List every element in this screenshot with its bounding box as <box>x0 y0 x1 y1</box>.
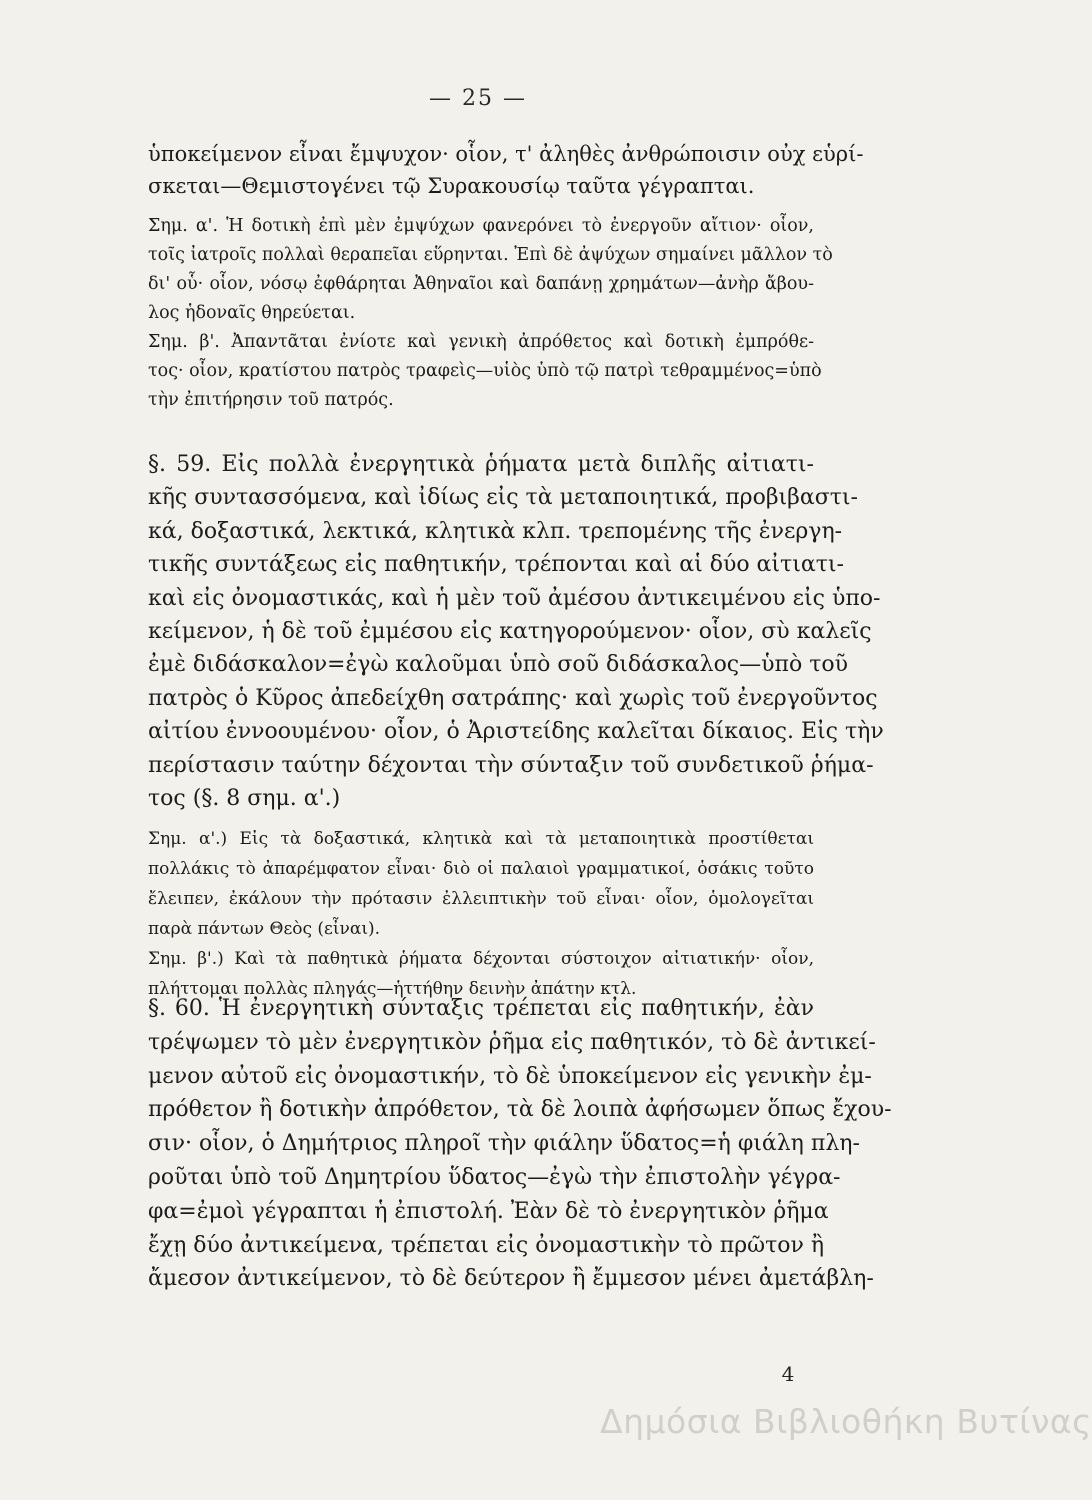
text-line: §. 60. Ἡ ἐνεργητικὴ σύνταξις τρέπεται εἰς παθητικήν, ἐὰν <box>148 996 814 1021</box>
note-line: Σημ. β'.) Καὶ τὰ παθητικὰ ῥήματα δέχονται σύστοιχον αἰτιατικήν· οἷον, <box>148 949 814 969</box>
text-line: πατρὸς ὁ Κῦρος ἀπεδείχθη σατράπης· καὶ χωρὶς τοῦ ἐνεργοῦντος <box>148 685 878 711</box>
text-line: κείμενον, ἡ δὲ τοῦ ἐμμέσου εἰς κατηγορούμενον· οἷον, σὺ καλεῖς <box>148 619 872 645</box>
note-line: Σημ. β'. Ἀπαντᾶται ἐνίοτε καὶ γενικὴ ἀπρόθετος καὶ δοτικὴ ἐμπρόθε- <box>148 332 814 352</box>
text-line: τος (§. 8 σημ. α'.) <box>148 786 341 812</box>
text-line: αἰτίου ἐννοουμένου· οἷον, ὁ Ἀριστείδης καλεῖται δίκαιος. Εἰς τὴν <box>148 719 884 745</box>
note-line: Σημ. α'.) Εἰς τὰ δοξαστικά, κλητικὰ καὶ τὰ μεταποιητικὰ προστίθεται <box>148 829 814 849</box>
library-watermark: Δημόσια Βιβλιοθήκη Βυτίνας <box>600 1402 1092 1441</box>
text-line: ἄμεσον ἀντικείμενον, τὸ δὲ δεύτερον ἢ ἔμμεσον μένει ἀμετάβλη- <box>148 1266 874 1292</box>
intro-paragraph <box>148 138 864 202</box>
note-line: τοῖς ἰατροῖς πολλαὶ θεραπεῖαι εὕρηνται. Ἐπὶ δὲ ἀψύχων σημαίνει μᾶλλον τὸ <box>148 245 833 265</box>
text-line: ὑποκείμενον εἶναι ἔμψυχον· οἷον, τ' ἀληθὲς ἀνθρώποισιν οὐχ εὑρί- <box>148 142 864 166</box>
text-line: μενον αὐτοῦ εἰς ὀνομαστικήν, τὸ δὲ ὑποκείμενον εἰς γενικὴν ἐμ- <box>148 1063 872 1089</box>
note-line: δι' οὗ· οἷον, νόσῳ ἐφθάρηται Ἀθηναῖοι καὶ δαπάνῃ χρημάτων—ἀνὴρ ἄβου- <box>148 274 814 294</box>
notes-block-a <box>148 212 833 415</box>
text-line: §. 59. Εἰς πολλὰ ἐνεργητικὰ ῥήματα μετὰ διπλῆς αἰτιατι- <box>148 452 814 477</box>
page-number: — 25 — <box>429 86 527 111</box>
signature-mark: 4 <box>781 1362 795 1386</box>
note-line: τος· οἷον, κρατίστου πατρὸς τραφεὶς—υἱὸς ὑπὸ τῷ πατρὶ τεθραμμένος=ὑπὸ <box>148 361 822 381</box>
text-line: τρέψωμεν τὸ μὲν ἐνεργητικὸν ῥῆμα εἰς παθητικόν, τὸ δὲ ἀντικεί- <box>148 1029 876 1055</box>
note-line: ἔλειπεν, ἐκάλουν τὴν πρότασιν ἐλλειπτικὴν τοῦ εἶναι· οἷον, ὁμολογεῖται <box>148 889 814 909</box>
text-line: πρόθετον ἢ δοτικὴν ἀπρόθετον, τὰ δὲ λοιπὰ ἀφήσωμεν ὅπως ἔχου- <box>148 1097 892 1123</box>
note-line: λος ἡδοναῖς θηρεύεται. <box>148 303 356 323</box>
text-line: ἐμὲ διδάσκαλον=ἐγὼ καλοῦμαι ὑπὸ σοῦ διδάσκαλος—ὑπὸ τοῦ <box>148 652 848 678</box>
text-line: φα=ἐμοὶ γέγραπται ἡ ἐπιστολή. Ἐὰν δὲ τὸ ἐνεργητικὸν ῥῆμα <box>148 1198 829 1224</box>
text-line: ἔχῃ δύο ἀντικείμενα, τρέπεται εἰς ὀνομαστικὴν τὸ πρῶτον ἢ <box>148 1232 825 1258</box>
note-line: Σημ. α'. Ἡ δοτικὴ ἐπὶ μὲν ἐμψύχων φανερόνει τὸ ἐνεργοῦν αἴτιον· οἷον, <box>148 216 814 236</box>
text-line: σιν· οἷον, ὁ Δημήτριος πληροῖ τὴν φιάλην ὕδατος=ἡ φιάλη πλη- <box>148 1131 860 1157</box>
section-59 <box>148 448 884 815</box>
note-line: τὴν ἐπιτήρησιν τοῦ πατρός. <box>148 390 394 410</box>
section-60 <box>148 992 892 1296</box>
note-line: πλήττομαι πολλὰς πληγάς—ἡττήθην δεινὴν ἀπάτην κτλ. <box>148 979 637 999</box>
note-line: πολλάκις τὸ ἀπαρέμφατον εἶναι· διὸ οἱ παλαιοὶ γραμματικοί, ὁσάκις τοῦτο <box>148 859 814 879</box>
text-line: καὶ εἰς ὀνομαστικάς, καὶ ἡ μὲν τοῦ ἀμέσου ἀντικειμένου εἰς ὑπο- <box>148 585 881 611</box>
text-line: σκεται—Θεμιστογένει τῷ Συρακουσίῳ ταῦτα γέγραπται. <box>148 174 755 198</box>
text-line: κά, δοξαστικά, λεκτικά, κλητικὰ κλπ. τρεπομένης τῆς ἐνεργη- <box>148 518 843 544</box>
note-line: παρὰ πάντων Θεὸς (εἶναι). <box>148 919 381 939</box>
text-line: περίστασιν ταύτην δέχονται τὴν σύνταξιν τοῦ συνδετικοῦ ῥήμα- <box>148 752 874 778</box>
text-line: κῆς συντασσόμενα, καὶ ἰδίως εἰς τὰ μεταποιητικά, προβιβαστι- <box>148 485 858 511</box>
notes-block-b <box>148 824 814 1004</box>
text-line: τικῆς συντάξεως εἰς παθητικήν, τρέπονται καὶ αἱ δύο αἰτιατι- <box>148 552 844 578</box>
text-line: ροῦται ὑπὸ τοῦ Δημητρίου ὕδατος—ἐγὼ τὴν ἐπιστολὴν γέγρα- <box>148 1164 841 1190</box>
